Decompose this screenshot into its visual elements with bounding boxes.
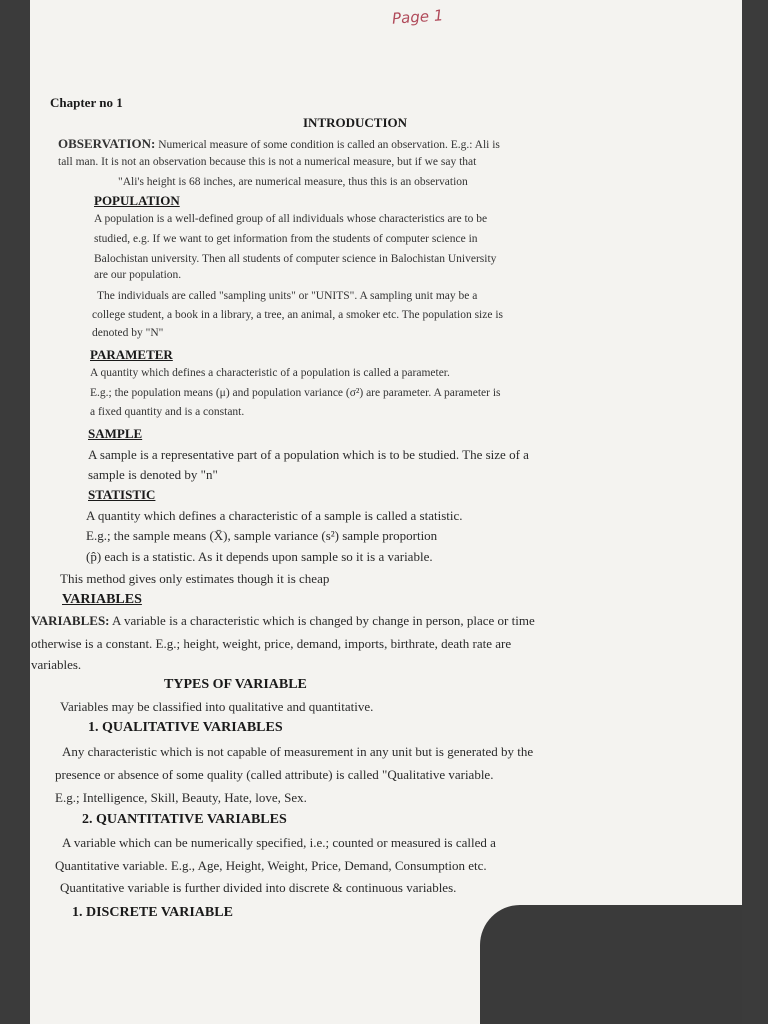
quantitative-line: Quantitative variable is further divided into discrete & continuous variables. bbox=[60, 880, 457, 895]
population-line: are our population. bbox=[94, 269, 182, 281]
statistic-line: (p̂) each is a statistic. As it depends upon sample so it is a variable. bbox=[86, 549, 433, 564]
parameter-line: a fixed quantity and is a constant. bbox=[90, 406, 245, 418]
quantitative-heading: 2. QUANTITATIVE VARIABLES bbox=[82, 812, 287, 827]
types-intro: Variables may be classified into qualitative and quantitative. bbox=[60, 699, 374, 714]
parameter-line: E.g.; the population means (μ) and population variance (σ²) are parameter. A parameter is bbox=[90, 387, 501, 399]
sample-line: A sample is a representative part of a population which is to be studied. The size of a bbox=[88, 447, 529, 462]
intro-heading: INTRODUCTION bbox=[303, 115, 408, 130]
sample-line: sample is denoted by "n" bbox=[88, 467, 218, 482]
parameter-line: A quantity which defines a characteristic of a population is called a parameter. bbox=[90, 367, 450, 379]
population-line: denoted by "N" bbox=[92, 327, 164, 339]
discrete-heading: 1. DISCRETE VARIABLE bbox=[72, 905, 233, 920]
variables-line-3: variables. bbox=[31, 657, 82, 672]
statistic-line: This method gives only estimates though it is cheap bbox=[60, 571, 330, 586]
observation-line-3: "Ali's height is 68 inches, are numerical measure, thus this is an observation bbox=[118, 176, 468, 188]
variables-heading: VARIABLES bbox=[62, 592, 142, 607]
population-line: Balochistan university. Then all students of computer science in Balochistan University bbox=[94, 253, 497, 265]
observation-line-2: tall man. It is not an observation because this is not a numerical measure, but if we say that bbox=[58, 156, 477, 168]
population-heading: POPULATION bbox=[94, 193, 180, 208]
observation-line-1: OBSERVATION: Numerical measure of some condition is called an observation. E.g.: Ali is bbox=[58, 136, 500, 151]
statistic-line: A quantity which defines a characteristic of a sample is called a statistic. bbox=[86, 508, 463, 523]
chapter-label: Chapter no 1 bbox=[50, 95, 123, 110]
statistic-line: E.g.; the sample means (X̄), sample variance (s²) sample proportion bbox=[86, 528, 438, 543]
population-line: college student, a book in a library, a tree, an animal, a smoker etc. The population size is bbox=[92, 309, 503, 321]
variables-label: VARIABLES: bbox=[31, 613, 110, 628]
types-heading: TYPES OF VARIABLE bbox=[164, 677, 307, 692]
qualitative-heading: 1. QUALITATIVE VARIABLES bbox=[88, 720, 283, 735]
population-line: A population is a well-defined group of all individuals whose characteristics are to be bbox=[94, 213, 488, 225]
handwritten-page-note: Page 1 bbox=[391, 6, 444, 28]
quantitative-line: A variable which can be numerically specified, i.e.; counted or measured is called a bbox=[62, 835, 496, 850]
qualitative-line: presence or absence of some quality (called attribute) is called "Qualitative variable. bbox=[55, 767, 494, 782]
population-line: studied, e.g. If we want to get information from the students of computer science in bbox=[94, 233, 478, 245]
variables-line-2: otherwise is a constant. E.g.; height, weight, price, demand, imports, birthrate, death rate are bbox=[31, 636, 512, 651]
statistic-heading: STATISTIC bbox=[88, 487, 156, 502]
variables-line-1: VARIABLES: A variable is a characteristic which is changed by change in person, place or time bbox=[31, 613, 535, 628]
sample-heading: SAMPLE bbox=[88, 426, 143, 441]
observation-label: OBSERVATION: bbox=[58, 136, 156, 151]
parameter-heading: PARAMETER bbox=[90, 347, 173, 362]
shadow-overlay bbox=[480, 905, 742, 1024]
qualitative-line: Any characteristic which is not capable of measurement in any unit but is generated by the bbox=[62, 744, 534, 759]
quantitative-line: Quantitative variable. E.g., Age, Height, Weight, Price, Demand, Consumption etc. bbox=[55, 858, 487, 873]
population-line: The individuals are called "sampling units" or "UNITS". A sampling unit may be a bbox=[97, 290, 478, 302]
qualitative-line: E.g.; Intelligence, Skill, Beauty, Hate, love, Sex. bbox=[55, 790, 307, 805]
